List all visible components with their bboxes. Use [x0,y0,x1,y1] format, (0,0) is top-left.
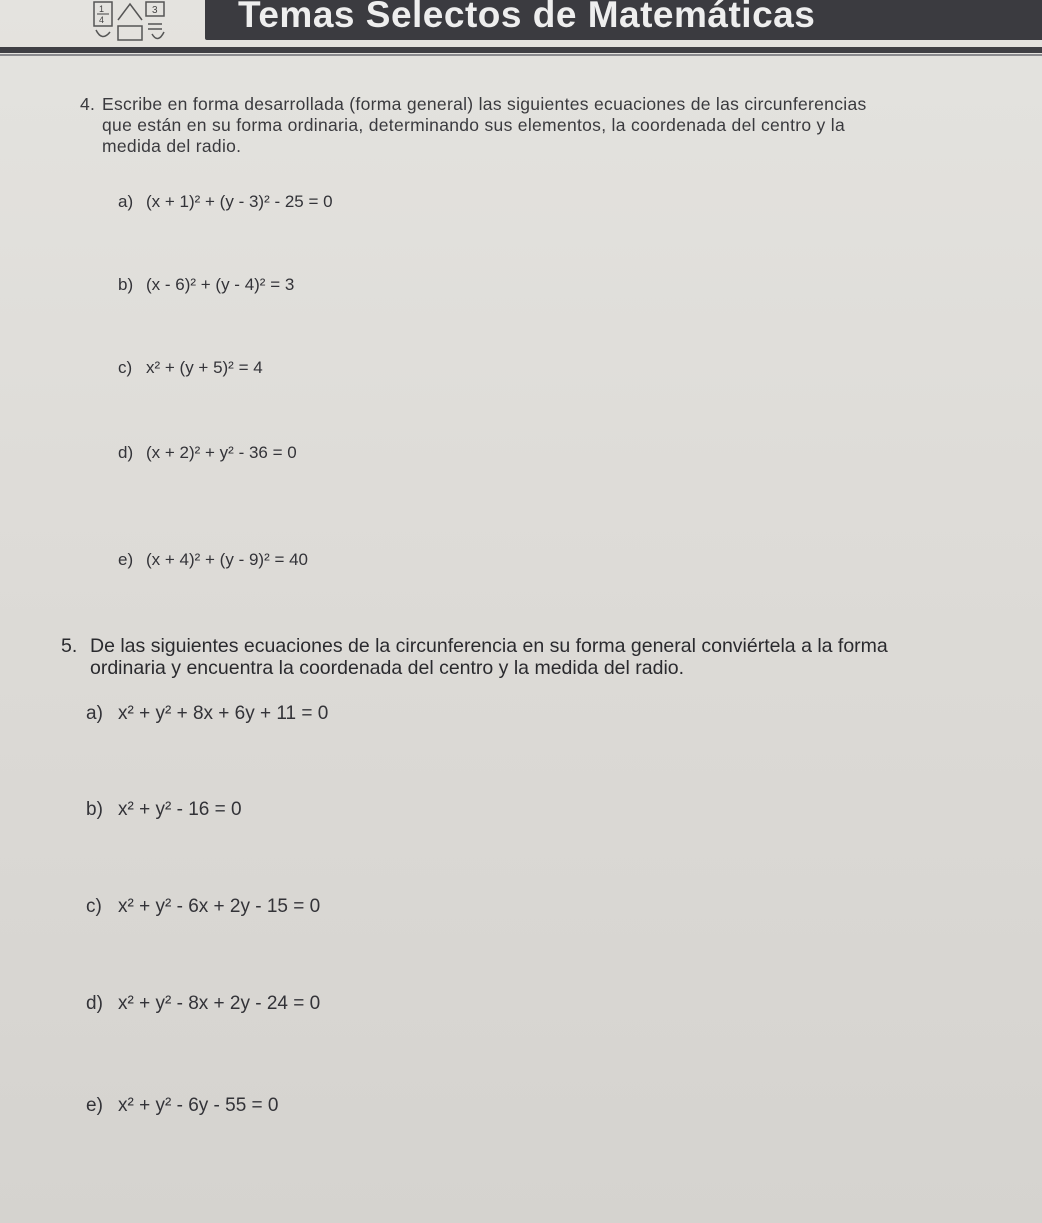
svg-text:3: 3 [152,5,158,16]
equation: (x + 2)² + y² - 36 = 0 [146,443,297,462]
question-4-item-c [118,358,263,378]
question-4-item-b [118,275,294,295]
equation: (x + 4)² + (y - 9)² = 40 [146,550,309,569]
question-line: que están en su forma ordinaria, determinando sus elementos, la coordenada del centro y la [102,115,845,135]
equation: x² + y² - 16 = 0 [118,799,242,820]
question-5-item-b [86,799,242,821]
header-divider [0,47,1042,53]
item-label: d) [118,443,134,462]
item-label: c) [86,896,102,917]
equation: x² + y² - 6y - 55 = 0 [118,1095,279,1116]
question-5-instructions [61,635,1021,679]
equation: x² + y² - 6x + 2y - 15 = 0 [118,896,321,917]
item-label: e) [118,550,134,569]
question-4-instructions [80,94,980,157]
question-5-item-e [86,1095,279,1117]
question-line: ordinaria y encuentra la coordenada del centro y la medida del radio. [90,657,685,679]
question-5-item-d [86,993,320,1015]
item-label: b) [118,275,134,294]
math-symbols-logo-icon [92,0,172,44]
svg-text:1: 1 [99,4,105,14]
question-line: medida del radio. [102,136,242,156]
equation: x² + (y + 5)² = 4 [146,358,263,377]
item-label: b) [86,799,103,820]
item-label: d) [86,993,103,1014]
item-label: a) [118,192,134,211]
equation: (x - 6)² + (y - 4)² = 3 [146,275,295,294]
question-4-item-a [118,192,333,212]
equation: (x + 1)² + (y - 3)² - 25 = 0 [146,192,333,211]
equation: x² + y² - 8x + 2y - 24 = 0 [118,993,321,1014]
page-title: Temas Selectos de Matemáticas [238,0,816,35]
question-line: Escribe en forma desarrollada (forma general) las siguientes ecuaciones de las circunferencias [102,94,867,114]
header-divider-thin [0,54,1042,56]
question-5-item-a [86,703,328,725]
question-4-item-d [118,443,297,463]
equation: x² + y² + 8x + 6y + 11 = 0 [118,703,329,724]
question-line: De las siguientes ecuaciones de la circunferencia en su forma general conviértela a la forma [90,635,888,657]
svg-text:4: 4 [99,15,105,25]
question-number: 4. [80,94,96,114]
question-number: 5. [61,635,78,657]
item-label: a) [86,703,103,724]
item-label: e) [86,1095,103,1116]
item-label: c) [118,358,133,377]
question-4-item-e [118,550,308,570]
question-5-item-c [86,896,320,918]
